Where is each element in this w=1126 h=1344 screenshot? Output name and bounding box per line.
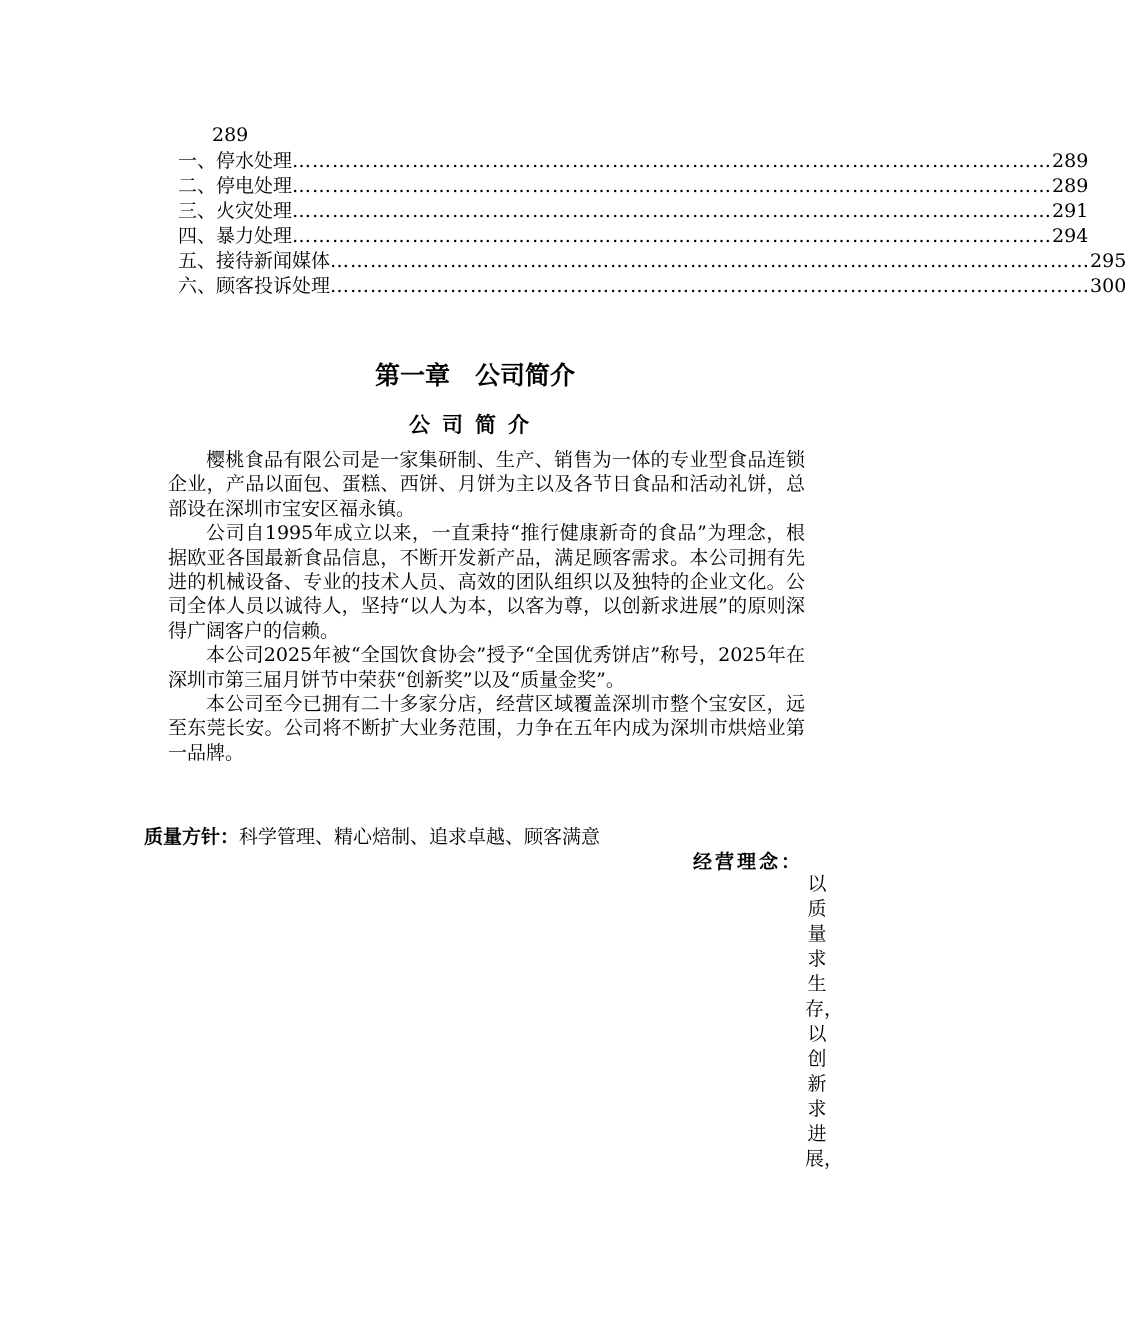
toc-entry[interactable] [178, 149, 1089, 174]
business-philosophy-label: 经营理念： [693, 851, 804, 873]
quality-policy-label: 质量方针： [144, 826, 240, 848]
toc-entry-page: 294 [1052, 225, 1089, 247]
table-of-contents [178, 149, 1126, 299]
toc-leader-dots: …………………………………………………………………………………………………… [292, 200, 1053, 222]
toc-entry-number: 一、 [178, 150, 217, 172]
toc-entry-title: 火灾处理 [216, 200, 293, 222]
toc-entry[interactable] [178, 174, 1089, 199]
toc-leader-dots: …………………………………………………………………………………………………… [292, 225, 1053, 247]
toc-entry-number: 二、 [178, 175, 217, 197]
intro-paragraph: 樱桃食品有限公司是一家集研制、生产、销售为一体的专业型食品连锁企业，产品以面包、蛋糕、西饼、月饼为主以及各节日食品和活动礼饼，总部设在深圳市宝安区福永镇。 [168, 449, 805, 520]
toc-leader-dots: …………………………………………………………………………………………………… [330, 250, 1091, 272]
quality-policy-text: 科学管理、精心焙制、追求卓越、顾客满意 [239, 826, 601, 848]
toc-entry-title: 顾客投诉处理 [216, 275, 331, 297]
toc-leader-dots: …………………………………………………………………………………………………… [292, 175, 1053, 197]
toc-entry-number: 五、 [178, 250, 217, 272]
toc-entry[interactable] [178, 199, 1089, 224]
toc-entry-title: 接待新闻媒体 [216, 250, 331, 272]
business-philosophy-text: 以质量求生存，以创新求进展， [805, 873, 844, 1170]
toc-lead-page-number: 289 [212, 124, 249, 146]
toc-entry-page: 291 [1052, 200, 1089, 222]
intro-paragraph: 公司自1995年成立以来，一直秉持“推行健康新奇的食品”为理念，根据欧亚各国最新食品信息，不断开发新产品，满足顾客需求。本公司拥有先进的机械设备、专业的技术人员、高效的团队组织以及独特的企业文化。公司全体人员以诚待人，坚持“以人为本，以客为尊，以创新求进展”的原则深得广阔客户的信赖。 [168, 522, 805, 642]
quality-policy [144, 822, 600, 849]
toc-entry[interactable] [178, 249, 1126, 274]
toc-entry-page: 289 [1052, 150, 1089, 172]
intro-paragraph: 本公司至今已拥有二十多家分店，经营区域覆盖深圳市整个宝安区，远至东莞长安。公司将不断扩大业务范围，力争在五年内成为深圳市烘焙业第一品牌。 [168, 693, 805, 764]
toc-entry-page: 295 [1090, 250, 1126, 272]
toc-entry-page: 289 [1052, 175, 1089, 197]
toc-leader-dots: …………………………………………………………………………………………………… [330, 275, 1091, 297]
chapter-title: 第一章 公司简介 [374, 361, 575, 390]
company-intro-body [168, 448, 805, 765]
toc-entry-page: 300 [1090, 275, 1126, 297]
toc-leader-dots: …………………………………………………………………………………………………… [292, 150, 1053, 172]
toc-entry-title: 停电处理 [216, 175, 293, 197]
toc-entry-number: 六、 [178, 275, 217, 297]
section-title: 公司简介 [409, 413, 541, 437]
toc-entry-number: 四、 [178, 225, 217, 247]
toc-entry-title: 暴力处理 [216, 225, 293, 247]
toc-entry[interactable] [178, 274, 1126, 299]
toc-entry[interactable] [178, 224, 1089, 249]
toc-entry-number: 三、 [178, 200, 217, 222]
toc-entry-title: 停水处理 [216, 150, 293, 172]
intro-paragraph: 本公司2025年被“全国饮食协会”授予“全国优秀饼店”称号，2025年在深圳市第三届月饼节中荣获“创新奖”以及“质量金奖”。 [168, 644, 805, 691]
